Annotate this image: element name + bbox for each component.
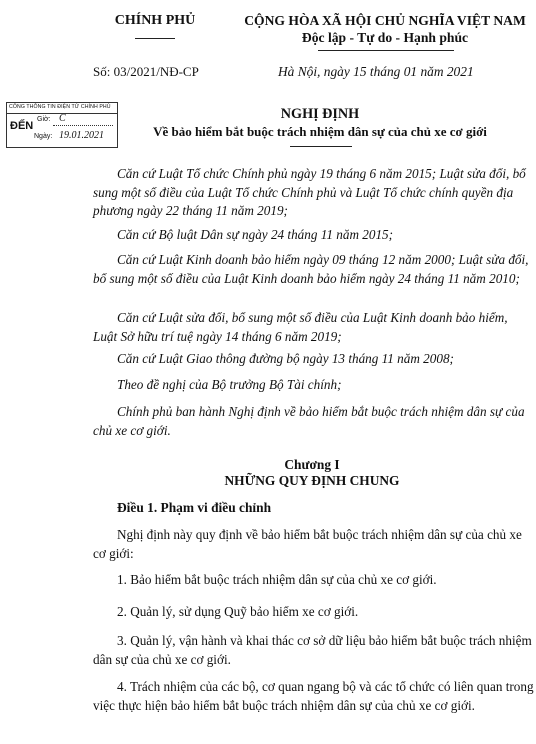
chapter-name: NHỮNG QUY ĐỊNH CHUNG (224, 473, 400, 488)
national-motto: Độc lập - Tự do - Hạnh phúc (301, 30, 469, 45)
article-item: 3. Quản lý, vận hành và khai thác cơ sở dữ liệu bảo hiểm bắt buộc trách nhiệm dân sự của chủ xe cơ giới. (93, 633, 532, 667)
issuer-underline (135, 38, 175, 39)
issue-date: Hà Nội, ngày 15 tháng 01 năm 2021 (278, 64, 474, 79)
preamble-paragraph: Căn cứ Bộ luật Dân sự ngày 24 tháng 11 năm 2015; (117, 227, 394, 242)
title-underline (290, 146, 352, 147)
preamble-paragraph: Chính phủ ban hành Nghị định về bảo hiểm bắt buộc trách nhiệm dân sự của chủ xe cơ giới. (93, 404, 525, 438)
article-heading: Điều 1. Phạm vi điều chỉnh (117, 500, 272, 515)
stamp-org: CÔNG THÔNG TIN ĐIỆN TỬ CHÍNH PHỦ (9, 104, 111, 110)
preamble-paragraph: Căn cứ Luật sửa đổi, bổ sung một số điều của Luật Kinh doanh bảo hiểm, Luật Sở hữu trí tuệ ngày 14 tháng 6 năm 2019; (93, 310, 508, 344)
motto-underline (318, 50, 454, 51)
preamble-paragraph: Căn cứ Luật Kinh doanh bảo hiểm ngày 09 tháng 12 năm 2000; Luật sửa đổi, bổ sung một số điều của Luật Kinh doanh bảo hiểm ngày 24 tháng 11 năm 2010; (93, 252, 529, 286)
stamp-time-label: Giờ: (37, 116, 51, 123)
chapter-label: Chương I (284, 457, 340, 472)
article-item: 2. Quản lý, sử dụng Quỹ bảo hiểm xe cơ giới. (117, 604, 359, 619)
document-number: Số: 03/2021/NĐ-CP (93, 64, 199, 79)
stamp-date-label: Ngày: (34, 133, 53, 140)
stamp-date-value: 19.01.2021 (59, 130, 104, 141)
preamble-paragraph: Căn cứ Luật Tổ chức Chính phủ ngày 19 tháng 6 năm 2015; Luật sửa đổi, bổ sung một số điều của Luật Tổ chức Chính phủ và Luật Tổ chức chính quyền địa phương ngày 22 tháng 11 năm 2019; (93, 166, 526, 218)
received-stamp (6, 102, 118, 148)
issuer-name: CHÍNH PHỦ (114, 13, 196, 28)
decree-type: NGHỊ ĐỊNH (280, 106, 360, 122)
national-title: CỘNG HÒA XÃ HỘI CHỦ NGHĨA VIỆT NAM (244, 13, 526, 28)
article-item: 1. Bảo hiểm bắt buộc trách nhiệm dân sự của chủ xe cơ giới. (117, 572, 437, 587)
article-intro: Nghị định này quy định về bảo hiểm bắt buộc trách nhiệm dân sự của chủ xe cơ giới: (93, 527, 522, 561)
preamble-paragraph: Căn cứ Luật Giao thông đường bộ ngày 13 tháng 11 năm 2008; (117, 351, 454, 366)
article-item: 4. Trách nhiệm của các bộ, cơ quan ngang bộ và các tổ chức có liên quan trong việc thực hiện bảo hiểm bắt buộc trách nhiệm dân sự của chủ xe cơ giới. (93, 679, 534, 713)
stamp-den: ĐẾN (10, 120, 34, 132)
preamble-paragraph: Theo đề nghị của Bộ trưởng Bộ Tài chính; (117, 377, 342, 392)
stamp-time-value: C (59, 113, 66, 124)
decree-subject: Về bảo hiểm bắt buộc trách nhiệm dân sự của chủ xe cơ giới (153, 124, 487, 139)
